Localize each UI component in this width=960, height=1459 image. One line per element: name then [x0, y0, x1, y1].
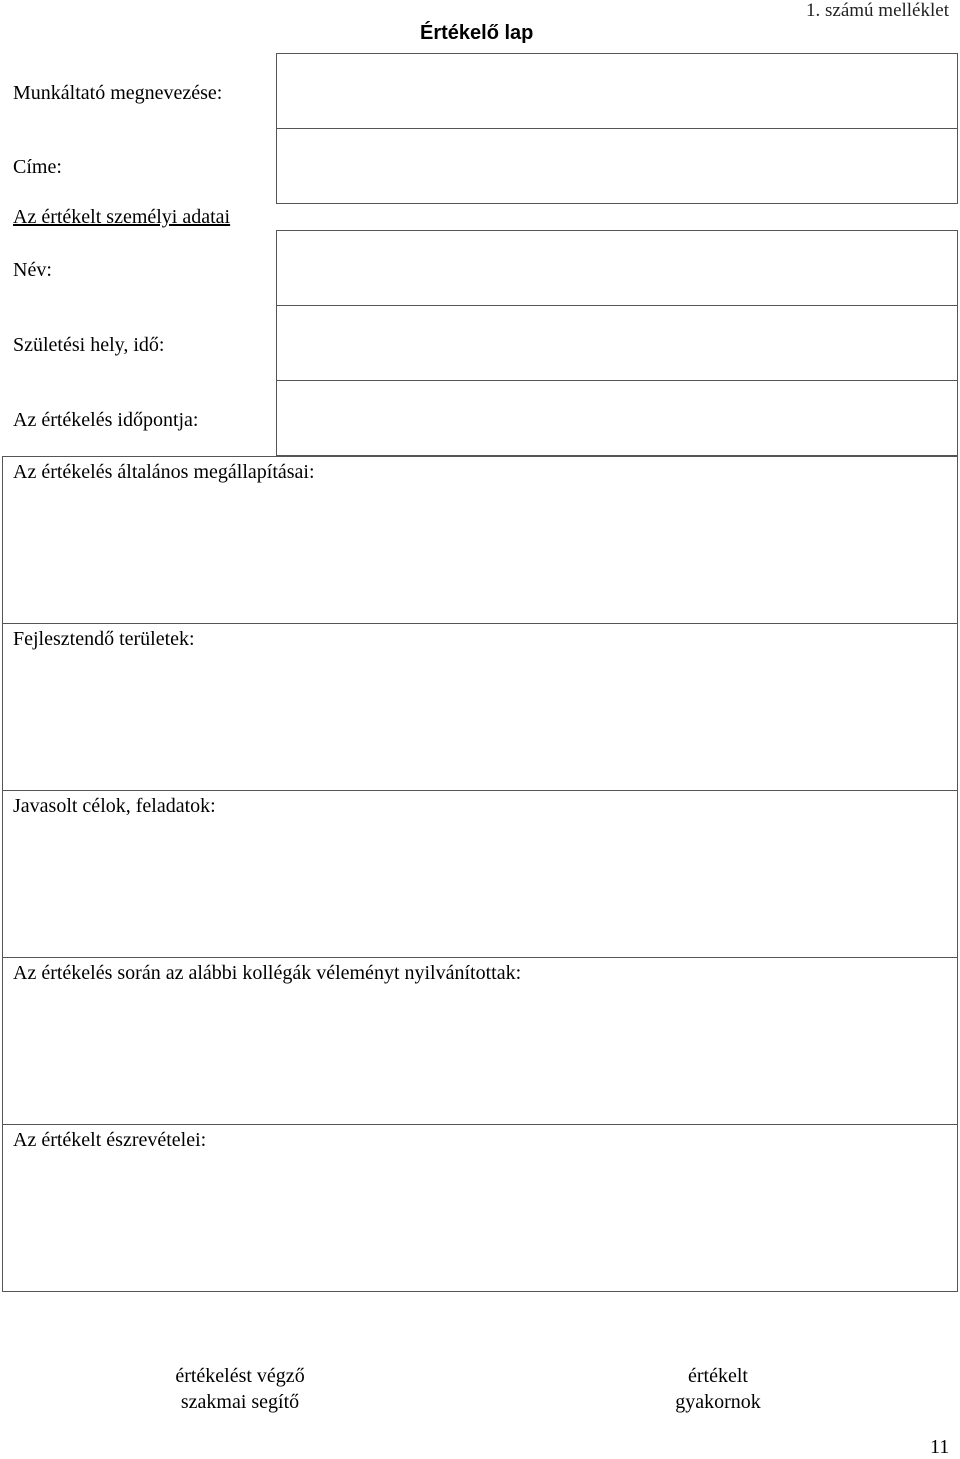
address-label: Címe: [13, 156, 62, 178]
mentor-signature [140, 1363, 340, 1415]
address-box[interactable] [276, 128, 958, 204]
colleagues-opinion-label: Az értékelés során az alábbi kollégák véleményt nyilvánítottak: [13, 962, 522, 984]
proposed-goals-label: Javasolt célok, feladatok: [13, 795, 216, 817]
mentor-signature-line2: szakmai segítő [180, 1391, 300, 1413]
eval-date-box[interactable] [276, 380, 958, 456]
page-title: Értékelő lap [420, 22, 534, 44]
name-label: Név: [13, 259, 52, 281]
mentor-signature-line1: értékelést végző [175, 1365, 305, 1387]
page-number: 11 [930, 1436, 950, 1458]
intern-signature-line2: gyakornok [675, 1391, 761, 1413]
intern-signature [618, 1363, 818, 1415]
birth-box[interactable] [276, 305, 958, 381]
intern-signature-line1: értékelt [688, 1365, 748, 1387]
person-data-heading: Az értékelt személyi adatai [13, 206, 231, 228]
birth-label: Születési hely, idő: [13, 334, 165, 356]
eval-date-label: Az értékelés időpontja: [13, 409, 199, 431]
name-box[interactable] [276, 230, 958, 306]
development-areas-label: Fejlesztendő területek: [13, 628, 195, 650]
employer-name-box[interactable] [276, 53, 958, 129]
general-findings-label: Az értékelés általános megállapításai: [13, 461, 315, 483]
employer-name-label: Munkáltató megnevezése: [13, 82, 223, 104]
annex-label: 1. számú melléklet [806, 0, 949, 21]
evaluated-remarks-label: Az értékelt észrevételei: [13, 1129, 207, 1151]
